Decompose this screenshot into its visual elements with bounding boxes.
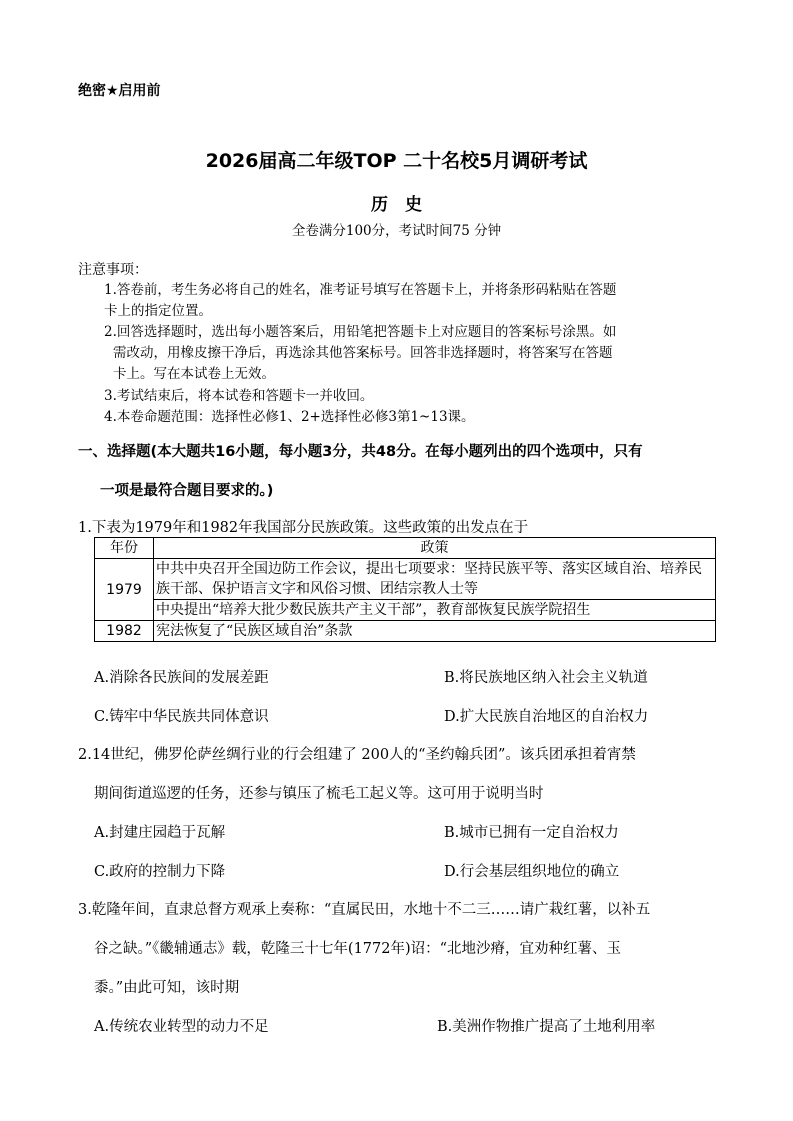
option: D.行会基层组织地位的确立 (444, 864, 620, 880)
question-stem: 1.下表为1979年和1982年我国部分民族政策。这些政策的出发点在于 (78, 520, 529, 536)
subject-title: 历 史 (371, 195, 422, 215)
table-header: 政策 (154, 538, 716, 559)
question-stem: 谷之缺。”《畿辅通志》载，乾隆三十七年(1772年)诏：“北地沙瘠，宜劝种红薯、玉 (94, 941, 622, 957)
table-cell-year: 1982 (95, 621, 154, 642)
table-cell-year: 1979 (95, 559, 154, 621)
option: B.城市已拥有一定自治权力 (444, 825, 619, 841)
section-heading: 一项是最符合题目要求的。) (100, 483, 274, 499)
notice-line: 4.本卷命题范围：选择性必修1、2+选择性必修3第1~13课。 (104, 409, 475, 425)
notice-title: 注意事项： (78, 262, 148, 278)
notice-line: 1.答卷前，考生务必将自己的姓名，准考证号填写在答题卡上，并将条形码粘贴在答题 (104, 282, 617, 298)
question-stem: 2.14世纪，佛罗伦萨丝绸行业的行会组建了 200人的“圣约翰兵团”。该兵团承担着宵禁 (78, 747, 636, 763)
notice-line: 2.回答选择题时，选出每小题答案后，用铅笔把答题卡上对应题目的答案标号涂黑。如 (104, 324, 617, 340)
notice-line: 3.考试结束后，将本试卷和答题卡一并收回。 (104, 388, 374, 404)
notice-line: 需改动，用橡皮擦干净后，再选涂其他答案标号。回答非选择题时，将答案写在答题 (113, 345, 613, 361)
table-cell-policy: 宪法恢复了“民族区域自治”条款 (154, 621, 716, 642)
option: C.铸牢中华民族共同体意识 (94, 709, 269, 725)
table-header: 年份 (95, 538, 154, 559)
option: D.扩大民族自治地区的自治权力 (444, 709, 649, 725)
option: A.传统农业转型的动力不足 (94, 1019, 269, 1035)
table-cell-policy: 中央提出“培养大批少数民族共产主义干部”，教育部恢复民族学院招生 (154, 600, 716, 621)
policy-table (94, 537, 716, 642)
option: B.将民族地区纳入社会主义轨道 (444, 670, 648, 686)
notice-line: 卡上的指定位置。 (104, 303, 212, 319)
question-stem: 期间街道巡逻的任务，还参与镇压了梳毛工起义等。这可用于说明当时 (94, 786, 544, 802)
secret-label: 绝密★启用前 (78, 83, 161, 99)
table-cell-policy: 中共中央召开全国边防工作会议，提出七项要求：坚持民族平等、落实区域自治、培养民族干部、保护语言文字和风俗习惯、团结宗教人士等 (154, 559, 716, 600)
exam-title: 2026届高二年级TOP 二十名校5月调研考试 (205, 150, 588, 172)
option: C.政府的控制力下降 (94, 864, 226, 880)
option: A.消除各民族间的发展差距 (94, 670, 269, 686)
exam-subtitle: 全卷满分100分，考试时间75 分钟 (291, 223, 502, 239)
question-stem: 3.乾隆年间，直隶总督方观承上奏称：“直属民田，水地十不二三……请广栽红薯，以补五 (78, 902, 651, 918)
option: A.封建庄园趋于瓦解 (94, 825, 226, 841)
section-heading: 一、选择题(本大题共16小题，每小题3分，共48分。在每小题列出的四个选项中，只有 (78, 444, 643, 460)
option: B.美洲作物推广提高了土地利用率 (437, 1019, 656, 1035)
notice-line: 卡上。写在本试卷上无效。 (113, 366, 275, 382)
question-stem: 黍。”由此可知，该时期 (94, 980, 240, 996)
